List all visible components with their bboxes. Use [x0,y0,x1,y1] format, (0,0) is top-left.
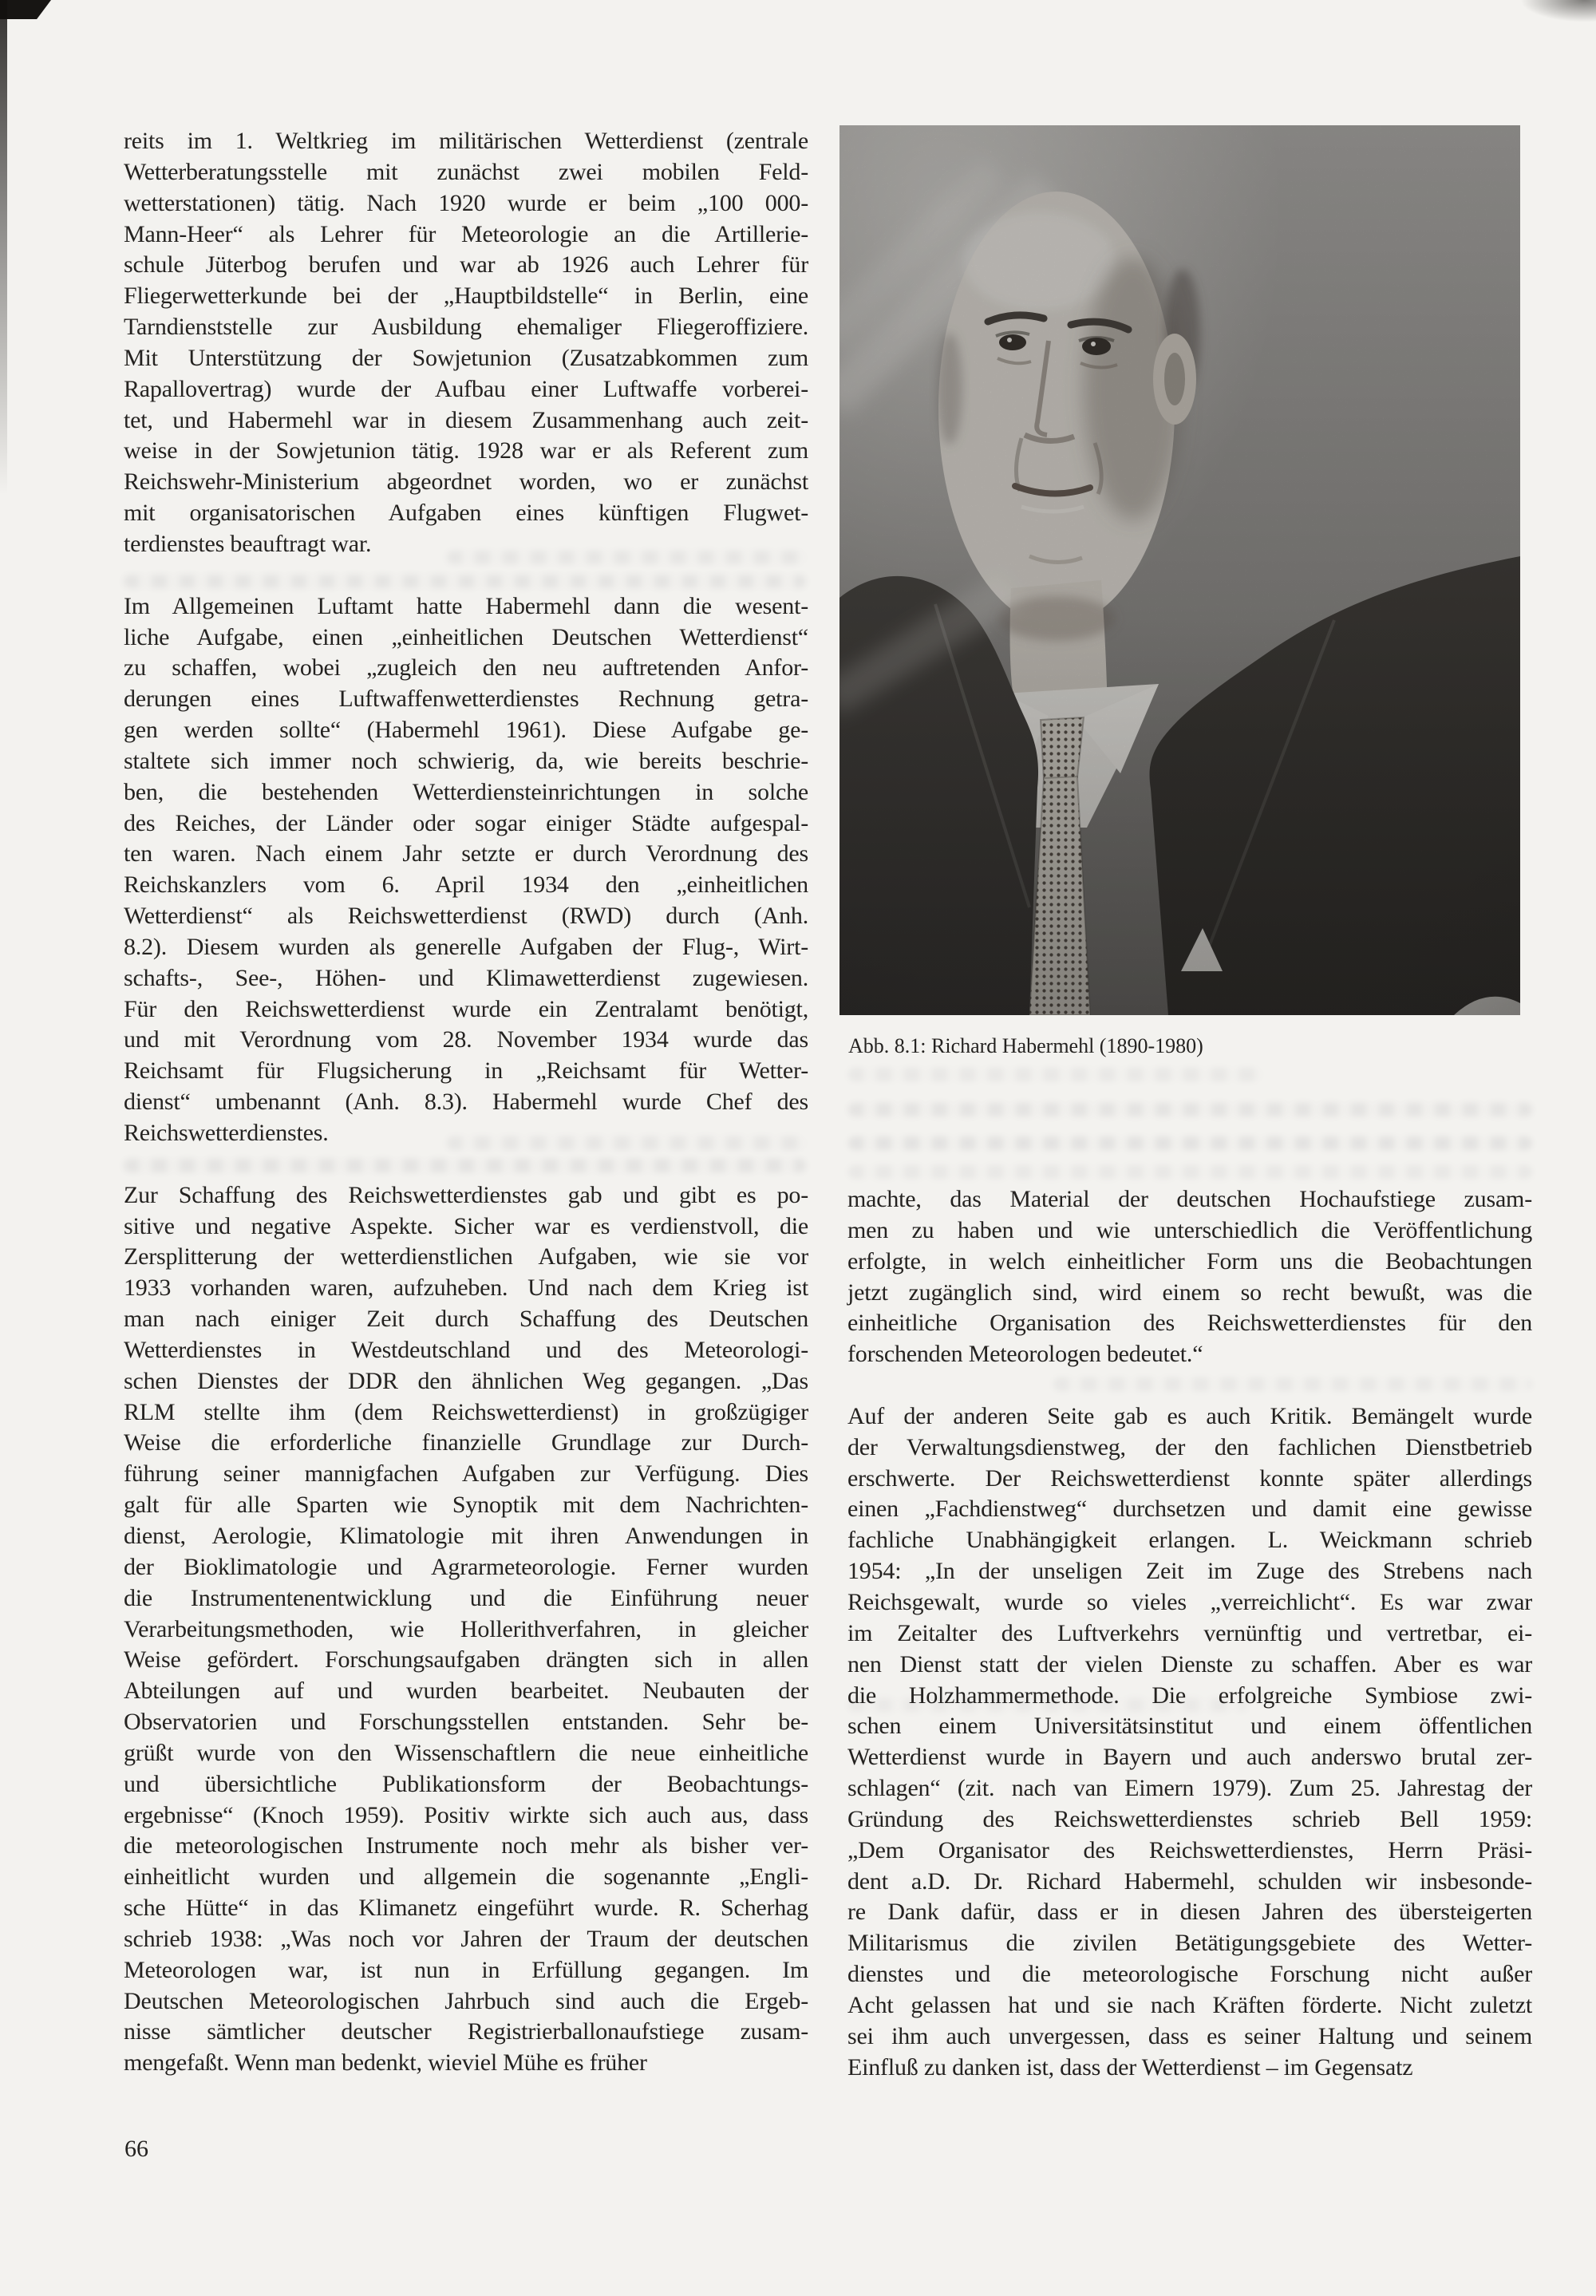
text-line: Acht gelassen hat und sie nach Kräften förderte. Nicht zuletzt [847,1991,1532,2018]
text-line: die Holzhammermethode. Die erfolgreiche Symbiose zwi- [847,1681,1532,1709]
text-line: Einfluß zu danken ist, dass der Wetterdienst – im Gegensatz [847,2053,1413,2081]
bleed-through-smudge [848,1068,1263,1081]
text-line: einen „Fachdienstweg“ durchsetzen und damit eine gewisse [847,1496,1532,1523]
text-line: 1954: „In der unseligen Zeit im Zuge des Strebens nach [847,1558,1532,1585]
text-line: Reichswetterdienstes. [124,1120,329,1146]
text-line: einheitliche Organisation des Reichswetterdienstes für den [847,1310,1532,1337]
scan-edge-artifact [0,0,51,19]
text-line: erfolgte, in welch einheitlicher Form uns die Beobachtungen [847,1247,1532,1274]
text-line: tet, und Habermehl war in diesem Zusammenhang auch zeit- [124,406,808,433]
text-line: Verarbeitungsmethoden, wie Hollerithverfahren, in gleicher [124,1615,808,1642]
text-line: man nach einiger Zeit durch Schaffung des Deutschen [124,1306,808,1333]
text-line: 8.2). Diesem wurden als generelle Aufgaben der Flug-, Wirt- [124,933,808,960]
text-line: Meteorologen war, ist nun in Erfüllung gegangen. Im [124,1956,808,1983]
text-line: dienstes und die meteorologische Forschung nicht außer [847,1961,1532,1988]
text-line: schen einem Universitätsinstitut und einem öffentlichen [847,1713,1532,1740]
text-line: ten waren. Nach einem Jahr setzte er durch Verordnung des [124,840,808,867]
text-line: schen Dienstes der DDR den ähnlichen Weg gegangen. „Das [124,1367,808,1394]
page-number: 66 [124,2136,148,2162]
text-line: liche Aufgabe, einen „einheitlichen Deutschen Wetterdienst“ [124,623,808,650]
text-line: nen Dienst statt der vielen Dienste zu schaffen. Aber es war [847,1650,1532,1678]
text-line: die meteorologischen Instrumente noch mehr als bisher ver- [124,1832,808,1859]
text-line: Fliegerwetterkunde bei der „Hauptbildstelle“ in Berlin, eine [124,283,808,310]
text-line: dienst, Aerologie, Klimatologie mit ihren Anwendungen in [124,1522,808,1549]
text-line: Observatorien und Forschungsstellen entstanden. Sehr be- [124,1709,808,1736]
text-line: der Verwaltungsdienstweg, der den fachlichen Dienstbetrieb [847,1433,1532,1460]
text-line: Reichskanzlers vom 6. April 1934 den „einheitlichen [124,871,808,899]
text-line: Deutschen Meteorologischen Jahrbuch sind auch die Ergeb- [124,1987,808,2014]
text-line: und mit Verordnung vom 28. November 1934 wurde das [124,1026,808,1053]
text-line: Weise gefördert. Forschungsaufgaben drängten sich in allen [124,1646,808,1674]
text-line: Tarndienststelle zur Ausbildung ehemaliger Fliegeroffiziere. [124,314,808,341]
text-line: dent a.D. Dr. Richard Habermehl, schulden wir insbesonde- [847,1867,1532,1895]
text-line: schafts-, See-, Höhen- und Klimawetterdienst zugewiesen. [124,964,808,991]
text-line: die Instrumentenentwicklung und die Einführung neuer [124,1584,808,1611]
text-line: und übersichtliche Publikationsform der Beobachtungs- [124,1770,808,1797]
text-line: „Dem Organisator des Reichswetterdienstes, Herrn Präsi- [847,1836,1532,1863]
text-line: Wetterberatungsstelle mit zunächst zwei mobilen Feld- [124,158,808,185]
text-line: Abteilungen auf und wurden bearbeitet. Neubauten der [124,1678,808,1705]
paragraph [124,1180,808,2079]
text-line: ben, die bestehenden Wetterdiensteinrichtungen in solche [124,778,808,805]
bleed-through-smudge [848,1136,1532,1150]
text-line: Zersplitterung der wetterdienstlichen Aufgaben, wie sie vor [124,1243,808,1271]
text-line: Zur Schaffung des Reichswetterdienstes gab und gibt es po- [124,1181,808,1208]
text-line: RLM stellte ihm (dem Reichswetterdienst) in großzügiger [124,1398,808,1425]
text-line: erschwerte. Der Reichswetterdienst konnte später allerdings [847,1464,1532,1492]
text-line: staltete sich immer noch schwierig, da, wie bereits beschrie- [124,747,808,774]
text-line: Für den Reichswetterdienst wurde ein Zentralamt benötigt, [124,995,808,1022]
text-line: mengefaßt. Wenn man bedenkt, wieviel Mühe es früher [124,2049,647,2077]
text-line: Auf der anderen Seite gab es auch Kritik. Bemängelt wurde [847,1402,1532,1429]
text-line: Mann-Heer“ als Lehrer für Meteorologie an die Artillerie- [124,220,808,247]
paragraph [124,126,808,560]
right-text-column [847,1184,1532,2083]
text-line: jetzt zugänglich sind, wird einem so recht bewußt, was die [847,1278,1532,1306]
text-line: terdienstes beauftragt war. [124,530,372,557]
text-line: nisse sämtlicher deutscher Registrierballonaufstiege zusam- [124,2018,808,2045]
text-line: des Reiches, der Länder oder sogar einiger Städte aufgespal- [124,809,808,836]
text-line: schule Jüterbog berufen und war ab 1926 auch Lehrer für [124,251,808,279]
text-line: sei ihm auch unvergessen, dass es seiner Haltung und seinem [847,2022,1532,2049]
text-line: sitive und negative Aspekte. Sicher war es verdienstvoll, die [124,1212,808,1239]
figure-abb-8-1 [839,125,1520,1015]
paragraph [847,1184,1532,1370]
text-line: Wetterdienst“ als Reichswetterdienst (RWD) durch (Anh. [124,903,808,930]
text-line: forschenden Meteorologen bedeutet.“ [847,1341,1203,1368]
text-line: Reichsamt für Flugsicherung in „Reichsamt für Wetter- [124,1057,808,1085]
text-line: grüßt wurde von den Wissenschaftlern die neue einheitliche [124,1739,808,1766]
text-line: sche Hütte“ in das Klimanetz eingeführt wurde. R. Scherhag [124,1895,808,1922]
text-line: 1933 vorhanden waren, aufzuheben. Und nach dem Krieg ist [124,1274,808,1302]
text-line: Weise die erforderliche finanzielle Grundlage zur Durch- [124,1429,808,1456]
bleed-through-smudge [848,1165,1532,1179]
portrait-photo-richard-habermehl [839,125,1520,1015]
text-line: schrieb 1938: „Was noch vor Jahren der Traum der deutschen [124,1925,808,1952]
text-line: zu schaffen, wobei „zugleich den neu auftretenden Anfor- [124,654,808,682]
text-line: re Dank dafür, dass er in diesen Jahren des übersteigerten [847,1899,1532,1926]
text-line: Reichsgewalt, wurde so vieles „verreichlicht“. Es war zwar [847,1588,1532,1615]
text-line: men zu haben und wie unterschiedlich die Veröffentlichung [847,1216,1532,1243]
text-line: Reichswehr-Ministerium abgeordnet worden, wo er zunächst [124,468,808,496]
text-line: Wetterdienst wurde in Bayern und auch anderswo brutal zer- [847,1744,1532,1771]
text-line: reits im 1. Weltkrieg im militärischen Wetterdienst (zentrale [124,128,808,154]
text-line: im Zeitalter des Luftverkehrs vernünftig und vertretbar, ei- [847,1619,1532,1646]
paragraph [847,1401,1532,2084]
text-line: gen werden sollte“ (Habermehl 1961). Diese Aufgabe ge- [124,717,808,744]
text-line: Wetterdienstes in Westdeutschland und des Meteorologi- [124,1336,808,1363]
text-line: dienst“ umbenannt (Anh. 8.3). Habermehl wurde Chef des [124,1089,808,1116]
text-line: Militarismus die zivilen Betätigungsgebiete des Wetter- [847,1930,1532,1957]
text-line: galt für alle Sparten wie Synoptik mit dem Nachrichten- [124,1492,808,1519]
text-line: Rapallovertrag) wurde der Aufbau einer Luftwaffe vorberei- [124,375,808,402]
text-line: Im Allgemeinen Luftamt hatte Habermehl dann die wesent- [124,592,808,619]
text-line: mit organisatorischen Aufgaben eines künftigen Flugwet- [124,500,808,527]
figure-caption: Abb. 8.1: Richard Habermehl (1890-1980) [848,1034,1203,1057]
text-line: machte, das Material der deutschen Hochaufstiege zusam- [847,1186,1532,1212]
text-line: einheitlicht wurden und allgemein die sogenannte „Engli- [124,1863,808,1891]
text-line: führung seiner mannigfachen Aufgaben zur Verfügung. Dies [124,1460,808,1488]
text-line: schlagen“ (zit. nach van Eimern 1979). Zum 25. Jahrestag der [847,1775,1532,1802]
left-text-column [124,126,808,2079]
text-line: ergebnisse“ (Knoch 1959). Positiv wirkte sich auch aus, dass [124,1801,808,1828]
text-line: der Bioklimatologie und Agrarmeteorologie. Ferner wurden [124,1553,808,1580]
text-line: fachliche Unabhängigkeit erlangen. L. Weickmann schrieb [847,1527,1532,1554]
paragraph [124,591,808,1149]
text-line: derungen eines Luftwaffenwetterdienstes Rechnung getra- [124,686,808,713]
scan-edge-artifact [0,0,7,495]
text-line: wetterstationen) tätig. Nach 1920 wurde er beim „100 000- [124,189,808,216]
text-line: weise in der Sowjetunion tätig. 1928 war er als Referent zum [124,437,808,464]
text-line: Gründung des Reichswetterdienstes schrieb Bell 1959: [847,1805,1532,1832]
bleed-through-smudge [848,1103,1532,1116]
scan-edge-artifact [1520,0,1596,22]
text-line: Mit Unterstützung der Sowjetunion (Zusatzabkommen zum [124,344,808,371]
